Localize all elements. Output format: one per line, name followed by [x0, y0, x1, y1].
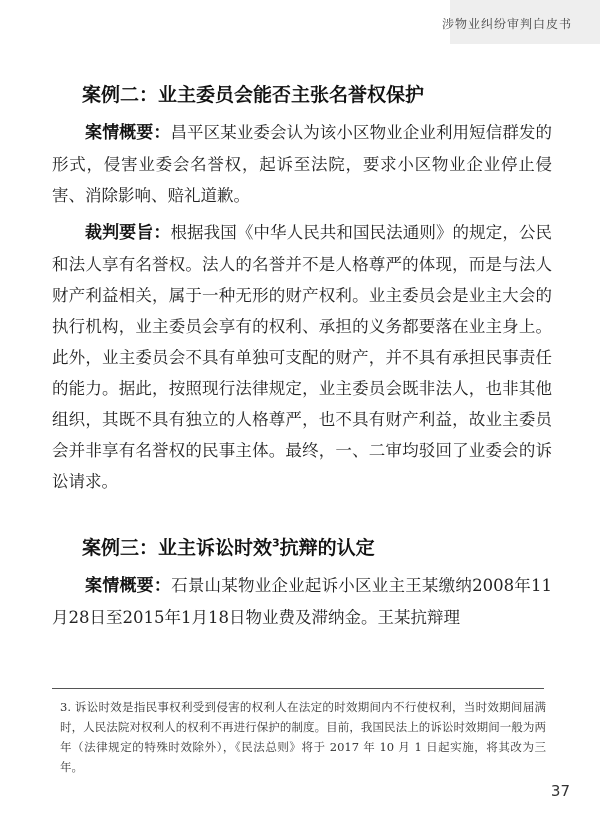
case2-ruling [52, 217, 552, 497]
footnote: 3. 诉讼时效是指民事权利受到侵害的权利人在法定的时效期间内不行使权利，当时效期间届满时，人民法院对权利人的权利不再进行保护的制度。目前，我国民法上的诉讼时效期间一般为两年（法律规定的特殊时效除外），《民法总则》将于 2017 年 10 月 1 日起实施，将其改为三年。 [60, 700, 546, 774]
case3-summary [52, 570, 552, 633]
case3-summary-text: 石景山某物业企业起诉小区业主王某缴纳2008年11月28日至2015年1月18日物业费及滞纳金。王某抗辩理 [52, 576, 552, 627]
case2-summary-text: 昌平区某业委会认为该小区物业企业利用短信群发的形式，侵害业委会名誉权，起诉至法院，要求小区物业企业停止侵害、消除影响、赔礼道歉。 [52, 123, 553, 205]
case3-summary-label: 案情概要： [85, 576, 172, 596]
page-body [52, 80, 552, 633]
case2-summary-label: 案情概要： [85, 123, 171, 143]
footnote-divider [52, 688, 544, 689]
footnote-reference[interactable]: 3 [272, 536, 280, 550]
page-number: 37 [550, 782, 570, 800]
case2-ruling-text: 根据我国《中华人民共和国民法通则》的规定，公民和法人享有名誉权。法人的名誉并不是人格尊严的体现，而是与法人财产利益相关，属于一种无形的财产权利。业主委员会是业主大会的执行机构，业主委员会享有的权利、承担的义务都要落在业主身上。此外，业主委员会不具有单独可支配的财产，并不具有承担民事责任的能力。据此，按照现行法律规定，业主委员会既非法人，也非其他组织，其既不具有独立的人格尊严，也不具有财产利益，故业主委员会并非享有名誉权的民事主体。最终，一、二审均驳回了业委会的诉讼请求。 [52, 223, 553, 491]
page-header [0, 0, 600, 50]
running-header-title: 涉物业纠纷审判白皮书 [441, 17, 572, 31]
case2-ruling-label: 裁判要旨： [85, 223, 171, 243]
case3-title-main: 案例三：业主诉讼时效 [82, 537, 273, 559]
case3-title [82, 533, 552, 560]
case2-summary [52, 117, 552, 211]
case3-title-tail: 抗辩的认定 [279, 537, 375, 559]
case2-title: 案例二：业主委员会能否主张名誉权保护 [82, 84, 425, 106]
